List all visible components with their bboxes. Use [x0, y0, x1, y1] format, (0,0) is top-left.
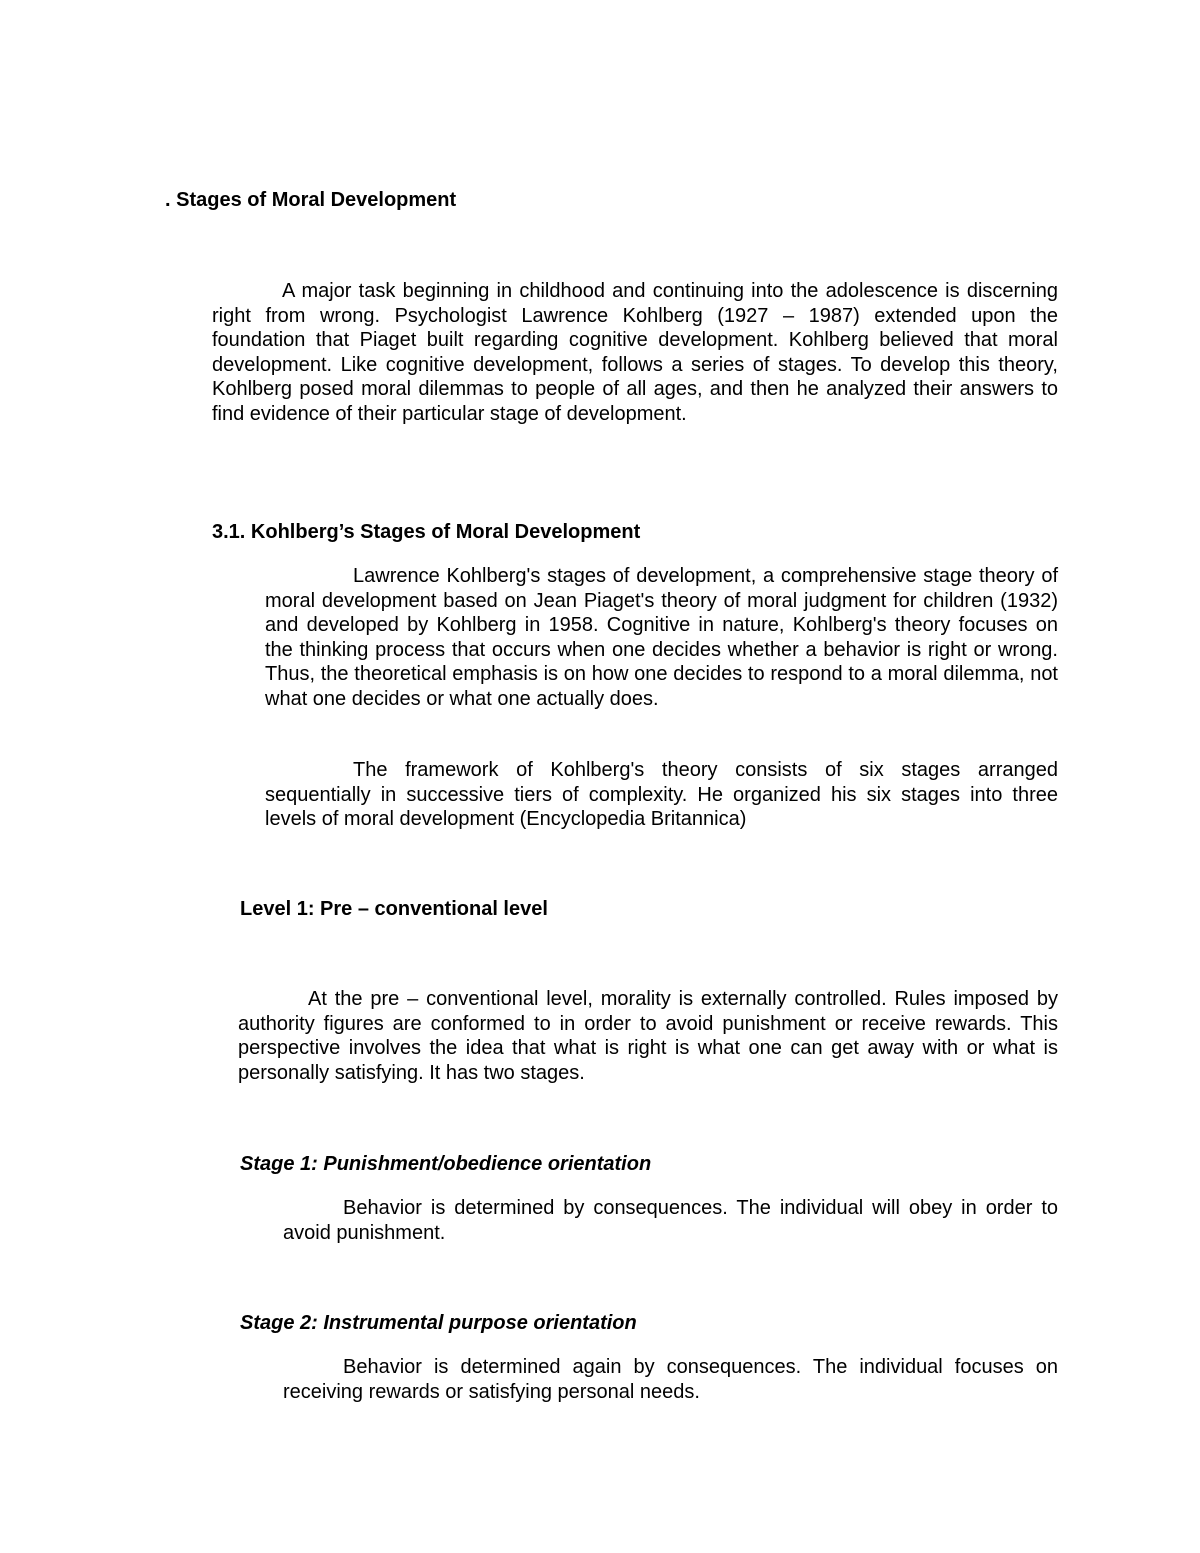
intro-paragraph: A major task beginning in childhood and continuing into the adolescence is discerning right from wrong. Psychologist Lawrence Kohlberg (1927 – 1987) extended upon the foundation that Piaget built regarding cognitive development. Kohlberg believed that moral development. Like cognitive development, follows a series of stages. To develop this theory, Kohlberg posed moral dilemmas to people of all ages, and then he analyzed their answers to find evidence of their particular stage of development.: [212, 280, 1058, 425]
subsection-paragraph-1: Lawrence Kohlberg's stages of development, a comprehensive stage theory of moral development based on Jean Piaget's theory of moral judgment for children (1932) and developed by Kohlberg in 1958. Cognitive in nature, Kohlberg's theory focuses on the thinking process that occurs when one decides whether a behavior is right or wrong. Thus, the theoretical emphasis is on how one decides to respond to a moral dilemma, not what one decides or what one actually does.: [265, 565, 1058, 710]
subsection-paragraph-2: The framework of Kohlberg's theory consists of six stages arranged sequentially in successive tiers of complexity. He organized his six stages into three levels of moral development (Encyclopedia Britannica): [265, 759, 1058, 831]
subsection-title: 3.1. Kohlberg’s Stages of Moral Development: [212, 521, 641, 543]
stage-2-paragraph: Behavior is determined again by consequences. The individual focuses on receiving rewards or satisfying personal needs.: [283, 1356, 1058, 1403]
stage-2-title: Stage 2: Instrumental purpose orientation: [240, 1312, 637, 1334]
section-title: . Stages of Moral Development: [165, 189, 457, 211]
stage-1-title: Stage 1: Punishment/obedience orientation: [240, 1153, 652, 1175]
level-1-title: Level 1: Pre – conventional level: [240, 898, 548, 920]
level-1-paragraph: At the pre – conventional level, morality is externally controlled. Rules imposed by authority figures are conformed to in order to avoid punishment or receive rewards. This perspective involves the idea that what is right is what one can get away with or what is personally satisfying. It has two stages.: [238, 988, 1058, 1084]
stage-1-paragraph: Behavior is determined by consequences. The individual will obey in order to avoid punishment.: [283, 1197, 1058, 1244]
